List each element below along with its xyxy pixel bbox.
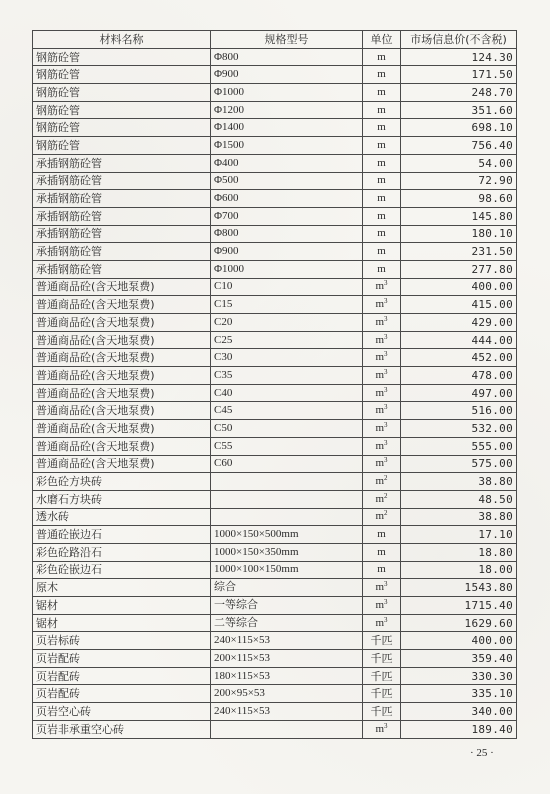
table-row [33,473,517,491]
material-name-cell: 普通商品砼(含天地泵费) [33,278,211,296]
spec-model-cell: Φ500 [211,172,363,190]
unit-cell [363,207,401,225]
table-row [33,48,517,66]
spec-model-cell: C55 [211,437,363,455]
spec-model-cell: C50 [211,420,363,438]
unit-cell [363,367,401,385]
unit-exponent: 3 [384,615,388,624]
unit-cell [363,508,401,526]
unit-exponent: 3 [384,420,388,429]
unit-cell [363,296,401,314]
unit-exponent: 3 [384,403,388,412]
table-row [33,667,517,685]
table-row [33,243,517,261]
unit-base: m [377,121,386,134]
material-name-cell: 承插钢筋砼管 [33,207,211,225]
material-name-cell: 承插钢筋砼管 [33,190,211,208]
market-price-cell: 400.00 [401,278,517,296]
spec-model-cell: C60 [211,455,363,473]
unit-cell [363,597,401,615]
spec-model-cell: C15 [211,296,363,314]
unit-cell [363,154,401,172]
market-price-cell: 340.00 [401,703,517,721]
unit-cell [363,225,401,243]
unit-base: m [375,475,385,488]
spec-model-cell: 180×115×53 [211,667,363,685]
unit-cell [363,526,401,544]
table-header-row [33,31,517,49]
spec-model-cell: 二等综合 [211,614,363,632]
unit-cell [363,119,401,137]
spec-model-cell: Φ1200 [211,101,363,119]
spec-model-cell: C40 [211,384,363,402]
unit-cell [363,473,401,491]
unit-cell [363,650,401,668]
material-name-cell: 彩色砼路沿石 [33,543,211,561]
unit-exponent: 3 [384,438,388,447]
table-row [33,84,517,102]
market-price-cell: 429.00 [401,314,517,332]
spec-model-cell: Φ800 [211,48,363,66]
spec-model-cell: C10 [211,278,363,296]
unit-cell [363,632,401,650]
unit-exponent: 3 [384,721,388,730]
unit-cell [363,579,401,597]
material-name-cell: 页岩配砖 [33,667,211,685]
unit-cell [363,331,401,349]
table-row [33,190,517,208]
market-price-cell: 400.00 [401,632,517,650]
unit-base: m [377,227,386,240]
unit-cell [363,137,401,155]
unit-base: m [377,563,386,576]
material-name-cell: 钢筋砼管 [33,119,211,137]
spec-model-cell: Φ400 [211,154,363,172]
unit-cell [363,703,401,721]
market-price-cell: 17.10 [401,526,517,544]
spec-model-cell: 1000×100×150mm [211,561,363,579]
unit-base: m [375,368,385,381]
market-price-cell: 231.50 [401,243,517,261]
material-name-cell: 锯材 [33,614,211,632]
unit-cell [363,314,401,332]
unit-cell [363,101,401,119]
spec-model-cell: C45 [211,402,363,420]
unit-cell [363,48,401,66]
header-spec-model: 规格型号 [211,31,363,49]
header-market-price: 市场信息价(不含税) [401,31,517,49]
unit-base: m [377,85,386,98]
unit-exponent: 3 [384,297,388,306]
table-row [33,260,517,278]
unit-exponent: 2 [384,509,388,518]
unit-exponent: 3 [384,456,388,465]
header-material-name: 材料名称 [33,31,211,49]
unit-cell [363,614,401,632]
material-name-cell: 水磨石方块砖 [33,490,211,508]
unit-cell [363,349,401,367]
market-price-cell: 1715.40 [401,597,517,615]
market-price-cell: 444.00 [401,331,517,349]
table-row [33,543,517,561]
material-name-cell: 承插钢筋砼管 [33,172,211,190]
spec-model-cell: C25 [211,331,363,349]
table-row [33,331,517,349]
material-name-cell: 承插钢筋砼管 [33,260,211,278]
table-row [33,455,517,473]
material-name-cell: 钢筋砼管 [33,48,211,66]
material-name-cell: 钢筋砼管 [33,66,211,84]
table-row [33,314,517,332]
material-name-cell: 页岩空心砖 [33,703,211,721]
market-price-cell: 277.80 [401,260,517,278]
unit-base: m [377,138,386,151]
table-row [33,296,517,314]
spec-model-cell: C20 [211,314,363,332]
table-row [33,367,517,385]
unit-exponent: 3 [384,597,388,606]
unit-exponent: 3 [384,314,388,323]
unit-cell [363,66,401,84]
spec-model-cell: C30 [211,349,363,367]
market-price-cell: 189.40 [401,720,517,738]
market-price-cell: 145.80 [401,207,517,225]
unit-base: m [375,333,385,346]
unit-cell [363,190,401,208]
market-price-cell: 171.50 [401,66,517,84]
spec-model-cell: 200×95×53 [211,685,363,703]
market-price-cell: 124.30 [401,48,517,66]
material-name-cell: 页岩标砖 [33,632,211,650]
material-name-cell: 普通砼嵌边石 [33,526,211,544]
unit-cell [363,543,401,561]
material-name-cell: 承插钢筋砼管 [33,225,211,243]
table-row [33,614,517,632]
unit-base: m [377,68,386,81]
unit-base: m [377,50,386,63]
spec-model-cell: 一等综合 [211,597,363,615]
material-name-cell: 钢筋砼管 [33,137,211,155]
material-name-cell: 透水砖 [33,508,211,526]
market-price-cell: 330.30 [401,667,517,685]
unit-base: m [375,722,385,735]
table-row [33,101,517,119]
material-name-cell: 承插钢筋砼管 [33,243,211,261]
unit-base: 千匹 [370,687,393,701]
price-table [32,30,517,739]
table-row [33,437,517,455]
unit-base: 千匹 [370,704,393,718]
unit-cell [363,685,401,703]
material-name-cell: 彩色砼方块砖 [33,473,211,491]
table-row [33,597,517,615]
unit-base: m [375,598,385,611]
unit-base: m [375,492,385,505]
unit-base: m [375,351,385,364]
market-price-cell: 98.60 [401,190,517,208]
material-name-cell: 页岩配砖 [33,650,211,668]
unit-base: m [377,262,386,275]
unit-cell [363,455,401,473]
market-price-cell: 38.80 [401,508,517,526]
spec-model-cell: Φ1500 [211,137,363,155]
spec-model-cell: 240×115×53 [211,703,363,721]
table-row [33,508,517,526]
unit-exponent: 2 [384,491,388,500]
unit-cell [363,561,401,579]
market-price-cell: 359.40 [401,650,517,668]
unit-cell [363,84,401,102]
market-price-cell: 54.00 [401,154,517,172]
market-price-cell: 1629.60 [401,614,517,632]
unit-exponent: 3 [384,580,388,589]
market-price-cell: 48.50 [401,490,517,508]
market-price-cell: 335.10 [401,685,517,703]
material-name-cell: 普通商品砼(含天地泵费) [33,402,211,420]
material-name-cell: 普通商品砼(含天地泵费) [33,420,211,438]
material-name-cell: 普通商品砼(含天地泵费) [33,314,211,332]
spec-model-cell: Φ1000 [211,260,363,278]
material-name-cell: 页岩配砖 [33,685,211,703]
unit-exponent: 3 [384,385,388,394]
unit-exponent: 3 [384,279,388,288]
page-number: · 25 · [470,747,494,759]
unit-base: m [375,421,385,434]
unit-exponent: 3 [384,367,388,376]
spec-model-cell: 240×115×53 [211,632,363,650]
spec-model-cell: 200×115×53 [211,650,363,668]
table-row [33,632,517,650]
unit-base: m [375,457,385,470]
header-unit: 单位 [363,31,401,49]
unit-cell [363,490,401,508]
market-price-cell: 18.80 [401,543,517,561]
table-row [33,579,517,597]
unit-cell [363,384,401,402]
unit-exponent: 2 [384,474,388,483]
market-price-cell: 72.90 [401,172,517,190]
material-name-cell: 原木 [33,579,211,597]
material-name-cell: 页岩非承重空心砖 [33,720,211,738]
spec-model-cell [211,508,363,526]
unit-cell [363,437,401,455]
unit-base: 千匹 [370,634,393,648]
unit-base: m [375,404,385,417]
table-row [33,561,517,579]
material-name-cell: 普通商品砼(含天地泵费) [33,437,211,455]
market-price-cell: 1543.80 [401,579,517,597]
unit-base: m [377,545,386,558]
spec-model-cell: Φ800 [211,225,363,243]
spec-model-cell: Φ900 [211,243,363,261]
table-row [33,349,517,367]
spec-model-cell: 1000×150×500mm [211,526,363,544]
table-row [33,207,517,225]
market-price-cell: 18.00 [401,561,517,579]
market-price-cell: 555.00 [401,437,517,455]
unit-base: 千匹 [370,669,393,683]
unit-base: m [377,156,386,169]
material-name-cell: 锯材 [33,597,211,615]
market-price-cell: 180.10 [401,225,517,243]
table-row [33,119,517,137]
market-price-cell: 575.00 [401,455,517,473]
table-row [33,650,517,668]
table-row [33,720,517,738]
spec-model-cell: Φ600 [211,190,363,208]
spec-model-cell: 1000×150×350mm [211,543,363,561]
market-price-cell: 532.00 [401,420,517,438]
unit-base: m [377,103,386,116]
market-price-cell: 478.00 [401,367,517,385]
unit-cell [363,278,401,296]
unit-base: m [375,315,385,328]
material-name-cell: 彩色砼嵌边石 [33,561,211,579]
spec-model-cell: C35 [211,367,363,385]
market-price-cell: 452.00 [401,349,517,367]
material-name-cell: 普通商品砼(含天地泵费) [33,349,211,367]
unit-base: 千匹 [370,651,393,665]
table-row [33,66,517,84]
material-name-cell: 钢筋砼管 [33,101,211,119]
table-row [33,685,517,703]
table-row [33,420,517,438]
material-name-cell: 普通商品砼(含天地泵费) [33,331,211,349]
spec-model-cell: Φ700 [211,207,363,225]
table-row [33,137,517,155]
table-row [33,172,517,190]
table-body [33,48,517,738]
material-name-cell: 普通商品砼(含天地泵费) [33,455,211,473]
unit-cell [363,420,401,438]
material-name-cell: 普通商品砼(含天地泵费) [33,296,211,314]
unit-cell [363,720,401,738]
table-row [33,402,517,420]
market-price-cell: 38.80 [401,473,517,491]
unit-base: m [375,616,385,629]
unit-base: m [375,581,385,594]
unit-base: m [375,298,385,311]
unit-exponent: 3 [384,332,388,341]
unit-base: m [377,209,386,222]
spec-model-cell [211,720,363,738]
material-name-cell: 钢筋砼管 [33,84,211,102]
unit-base: m [375,280,385,293]
unit-base: m [377,245,386,258]
unit-cell [363,172,401,190]
market-price-cell: 415.00 [401,296,517,314]
unit-base: m [377,528,386,541]
market-price-cell: 756.40 [401,137,517,155]
unit-cell [363,667,401,685]
unit-base: m [375,510,385,523]
table-row [33,703,517,721]
unit-base: m [377,174,386,187]
material-name-cell: 普通商品砼(含天地泵费) [33,384,211,402]
spec-model-cell: Φ1400 [211,119,363,137]
table-row [33,278,517,296]
table-row [33,526,517,544]
spec-model-cell [211,473,363,491]
unit-base: m [375,439,385,452]
table-row [33,225,517,243]
unit-base: m [377,192,386,205]
unit-cell [363,402,401,420]
table-row [33,154,517,172]
market-price-cell: 351.60 [401,101,517,119]
spec-model-cell: Φ1000 [211,84,363,102]
unit-exponent: 3 [384,350,388,359]
market-price-cell: 698.10 [401,119,517,137]
table-row [33,490,517,508]
market-price-cell: 516.00 [401,402,517,420]
material-name-cell: 普通商品砼(含天地泵费) [33,367,211,385]
table-row [33,384,517,402]
spec-model-cell: Φ900 [211,66,363,84]
spec-model-cell: 综合 [211,579,363,597]
market-price-cell: 497.00 [401,384,517,402]
market-price-cell: 248.70 [401,84,517,102]
material-name-cell: 承插钢筋砼管 [33,154,211,172]
unit-cell [363,243,401,261]
unit-cell [363,260,401,278]
unit-base: m [375,386,385,399]
spec-model-cell [211,490,363,508]
